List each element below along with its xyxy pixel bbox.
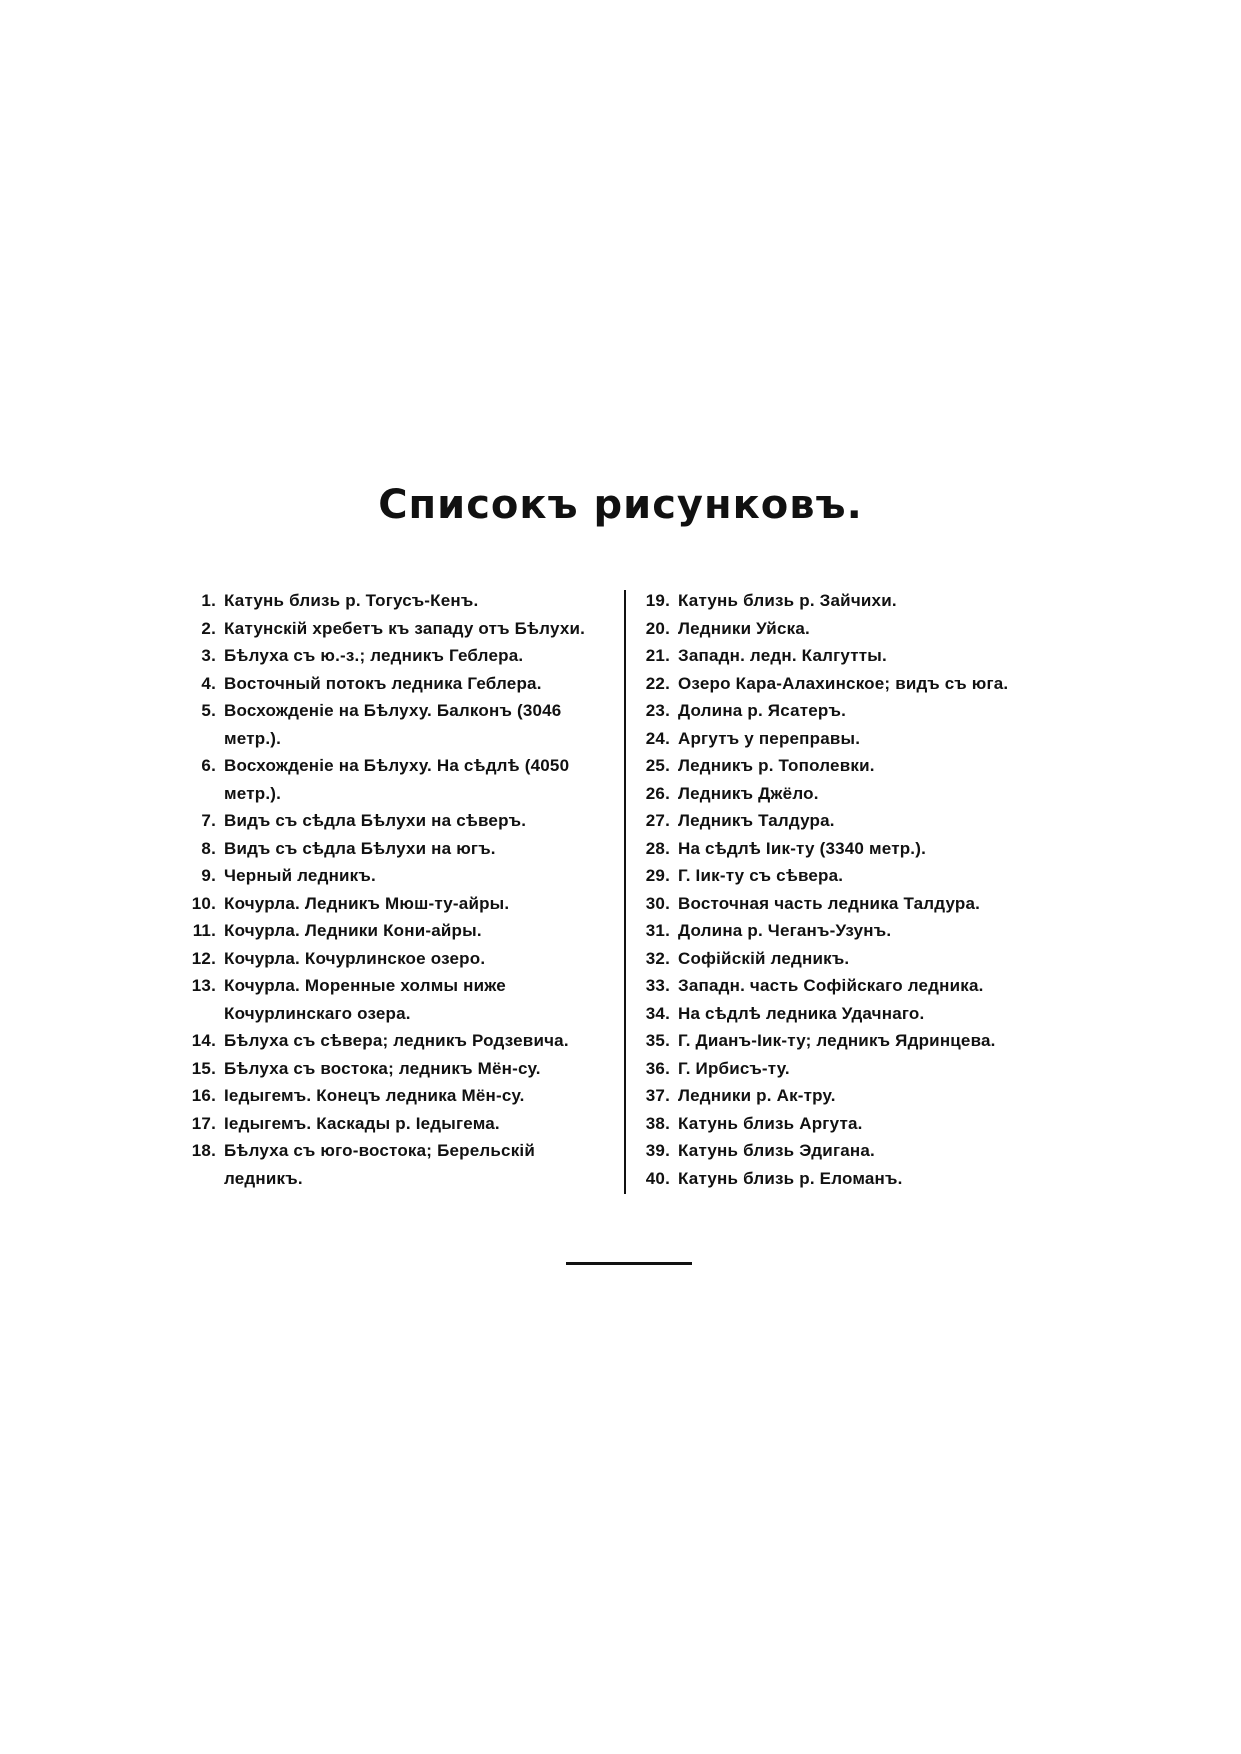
figure-list-item <box>183 670 613 698</box>
figure-number: 9. <box>201 866 216 885</box>
figure-number: 30. <box>645 893 670 913</box>
figure-caption: Бѣлуха съ ю.-з.; ледникъ Геблера. <box>224 646 524 665</box>
figure-caption: Кочурла. Моренные холмы ниже Кочурлинскаго озера. <box>224 976 506 1023</box>
figure-number: 24. <box>645 728 670 748</box>
figure-list-left-column <box>183 587 613 1192</box>
figure-number: 18. <box>191 1141 216 1160</box>
figure-list-item <box>183 1082 613 1110</box>
figure-list-item <box>183 917 613 945</box>
figure-list-item <box>637 890 1067 918</box>
figure-list-item <box>183 945 613 973</box>
figure-list-item <box>183 835 613 863</box>
figure-number: 33. <box>645 976 670 995</box>
figure-caption: Ледникъ р. Тополевки. <box>678 756 875 775</box>
figure-list-item <box>637 1000 1067 1028</box>
figure-caption: Западн. часть Софійскаго ледника. <box>678 976 984 995</box>
figure-number: 26. <box>645 783 670 803</box>
figure-caption: Видъ съ сѣдла Бѣлухи на сѣверъ. <box>224 811 527 830</box>
figure-caption: Г. Іик-ту съ сѣвера. <box>678 866 844 885</box>
figure-list-item <box>637 670 1067 698</box>
figure-number: 10. <box>191 893 216 913</box>
figure-caption: Долина р. Чеганъ-Узунъ. <box>678 921 892 940</box>
figure-caption: Катунскій хребетъ къ западу отъ Бѣлухи. <box>224 618 586 638</box>
figure-number: 13. <box>191 976 216 995</box>
figure-caption: Катунь близь Эдигана. <box>678 1141 875 1160</box>
figure-caption: Западн. ледн. Калгутты. <box>678 646 887 665</box>
closing-rule <box>566 1262 692 1265</box>
figure-list-right-column <box>637 587 1067 1192</box>
figure-list-item <box>183 807 613 835</box>
figure-list-item <box>637 780 1067 808</box>
figure-list-item <box>637 1027 1067 1055</box>
figure-caption: Черный ледникъ. <box>224 866 376 885</box>
figure-list-item <box>637 615 1067 643</box>
page-title: Списокъ рисунковъ. <box>378 482 863 528</box>
figure-caption: Іедыгемъ. Каскады р. Іедыгема. <box>224 1113 500 1133</box>
figure-number: 3. <box>201 646 216 665</box>
figure-caption: Катунь близь р. Тогусъ-Кенъ. <box>224 591 479 610</box>
figure-number: 38. <box>645 1113 670 1133</box>
figure-number: 35. <box>645 1031 670 1050</box>
figure-list-item <box>183 1027 613 1055</box>
figure-number: 23. <box>645 701 670 720</box>
figure-caption: Восточная часть ледника Талдура. <box>678 893 981 913</box>
figure-number: 15. <box>191 1058 216 1078</box>
figure-list-item <box>637 917 1067 945</box>
figure-list-item <box>183 697 613 752</box>
figure-caption: Ледникъ Талдура. <box>678 811 835 830</box>
figure-caption: Бѣлуха съ юго-востока; Берельскій ледникъ. <box>224 1141 535 1188</box>
figure-number: 20. <box>645 618 670 638</box>
figure-number: 5. <box>201 701 216 720</box>
figure-number: 17. <box>191 1113 216 1133</box>
figure-number: 39. <box>645 1141 670 1160</box>
figure-caption: Іедыгемъ. Конецъ ледника Мён-су. <box>224 1086 525 1105</box>
figure-number: 6. <box>201 756 216 775</box>
figure-number: 19. <box>645 591 670 610</box>
figure-list-item <box>183 972 613 1027</box>
figure-caption: Катунь близь р. Еломанъ. <box>678 1168 903 1188</box>
figure-number: 36. <box>645 1058 670 1078</box>
figure-list-item <box>637 587 1067 615</box>
figure-caption: Кочурла. Кочурлинское озеро. <box>224 948 486 968</box>
figure-number: 31. <box>645 921 670 940</box>
figure-list-item <box>183 1055 613 1083</box>
figure-caption: Бѣлуха съ востока; ледникъ Мён-су. <box>224 1058 541 1078</box>
figure-caption: Ледникъ Джёло. <box>678 783 819 803</box>
figure-number: 14. <box>191 1031 216 1050</box>
figure-number: 25. <box>645 756 670 775</box>
figure-list-item <box>637 945 1067 973</box>
column-divider <box>624 590 626 1194</box>
figure-list-item <box>637 807 1067 835</box>
figure-list-item <box>637 1165 1067 1193</box>
figure-list-item <box>183 642 613 670</box>
figure-number: 29. <box>645 866 670 885</box>
figure-list-item <box>637 1110 1067 1138</box>
figure-number: 16. <box>191 1086 216 1105</box>
figure-number: 2. <box>201 618 216 638</box>
figure-caption: Восхожденіе на Бѣлуху. На сѣдлѣ (4050 метр.). <box>224 756 570 803</box>
figure-caption: Долина р. Ясатеръ. <box>678 701 847 720</box>
figure-number: 7. <box>201 811 216 830</box>
figure-caption: Ледники р. Ак-тру. <box>678 1086 836 1105</box>
figure-caption: Катунь близь Аргута. <box>678 1113 863 1133</box>
figure-list-item <box>637 725 1067 753</box>
figure-caption: Софійскій ледникъ. <box>678 948 850 968</box>
figure-list-item <box>637 835 1067 863</box>
figure-caption: Восточный потокъ ледника Геблера. <box>224 673 542 693</box>
figure-caption: Восхожденіе на Бѣлуху. Балконъ (3046 метр.). <box>224 701 562 748</box>
figure-list-item <box>637 1082 1067 1110</box>
figure-list-item <box>637 697 1067 725</box>
figure-number: 1. <box>201 591 216 610</box>
figure-list-item <box>183 1110 613 1138</box>
figure-number: 37. <box>645 1086 670 1105</box>
figure-list-item <box>637 862 1067 890</box>
figure-caption: Катунь близь р. Зайчихи. <box>678 591 897 610</box>
figure-number: 4. <box>201 673 216 693</box>
figure-number: 21. <box>645 646 670 665</box>
figure-list-item <box>183 862 613 890</box>
figure-number: 28. <box>645 838 670 858</box>
figure-caption: Г. Ирбисъ-ту. <box>678 1058 790 1078</box>
figure-list-item <box>637 1137 1067 1165</box>
figure-list-item <box>637 752 1067 780</box>
figure-caption: На сѣдлѣ Іик-ту (3340 метр.). <box>678 838 927 858</box>
figure-caption: Бѣлуха съ сѣвера; ледникъ Родзевича. <box>224 1031 569 1050</box>
figure-caption: Г. Дианъ-Іик-ту; ледникъ Ядринцева. <box>678 1031 996 1050</box>
figure-caption: Озеро Кара-Алахинское; видъ съ юга. <box>678 673 1009 693</box>
figure-caption: Аргутъ у переправы. <box>678 728 861 748</box>
figure-number: 12. <box>191 948 216 968</box>
figure-caption: На сѣдлѣ ледника Удачнаго. <box>678 1003 925 1023</box>
figure-list-item <box>637 1055 1067 1083</box>
figure-number: 8. <box>201 838 216 858</box>
figure-list-item <box>183 587 613 615</box>
figure-number: 32. <box>645 948 670 968</box>
figure-list-item <box>637 972 1067 1000</box>
figure-caption: Видъ съ сѣдла Бѣлухи на югъ. <box>224 838 496 858</box>
figure-list-item <box>183 752 613 807</box>
figure-list-item <box>183 890 613 918</box>
figure-list-item <box>637 642 1067 670</box>
figure-caption: Кочурла. Ледники Кони-айры. <box>224 921 482 940</box>
figure-caption: Ледники Уйска. <box>678 618 810 638</box>
figure-list-item <box>183 1137 613 1192</box>
figure-number: 22. <box>645 673 670 693</box>
figure-number: 34. <box>645 1003 670 1023</box>
figure-caption: Кочурла. Ледникъ Мюш-ту-айры. <box>224 893 510 913</box>
figure-number: 27. <box>645 811 670 830</box>
figure-list-item <box>183 615 613 643</box>
figure-number: 40. <box>645 1168 670 1188</box>
figure-number: 11. <box>192 921 216 940</box>
